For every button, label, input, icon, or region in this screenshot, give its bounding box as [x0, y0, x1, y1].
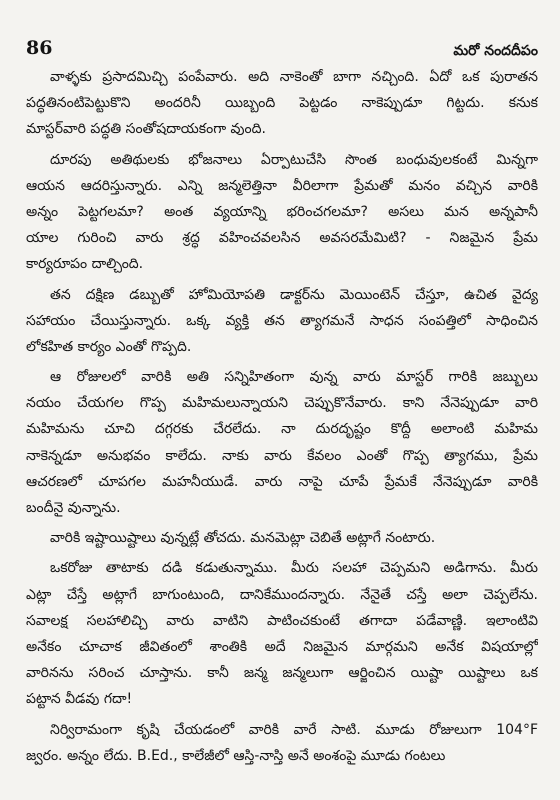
text-line: మాస్టర్‌వారి పద్ధతి సంతోషదాయకంగా వుంది. [26, 121, 266, 138]
text-line: వాళ్ళకు ప్రసాదమిచ్చి పంపేవారు. అది నాకెంతో బాగా నచ్చింది. ఏదో ఒక పురాతన [50, 69, 538, 85]
paragraph [26, 282, 538, 361]
text-line: నయం చేయగల గొప్ప మహిమలున్నాయని చెప్పుకొనేవారు. కాని నేనెప్పుడూ వారి [26, 395, 538, 412]
text-line: ఆయన ఆదరిస్తున్నారు. ఎన్ని జన్మలెత్తినా వీరిలాగా ప్రేమతో మనం వచ్చిన వారికి [26, 177, 538, 194]
text-line: ఎట్లా చేస్తే అట్లాగే బాగుంటుంది, దానికేముందన్నారు. నేనైతే చస్తే అలా చెప్పలేను. [26, 586, 538, 603]
text-line: దూరపు అతిథులకు భోజనాలు ఏర్పాటుచేసి సొంత బంధువులకంటే మిన్నగా [50, 151, 538, 168]
text-line: పట్టాన వీడవు గదా! [26, 691, 133, 708]
text-line: లోకహిత కార్యం ఎంతో గొప్పది. [26, 338, 192, 355]
running-title: మరో నందదీపం [453, 43, 538, 59]
text-line: అన్నం పెట్టగలమా? అంత వ్యయాన్ని భరించగలమా? అసలు మన అన్నపానీ [26, 203, 538, 220]
paragraph [26, 525, 538, 551]
paragraph [26, 364, 538, 521]
page-number: 86 [26, 37, 53, 59]
text-line: ఒకరోజు తాటాకు దడి కడుతున్నాము. మీరు సలహా చెప్పమని అడిగాను. మీరు [50, 560, 538, 577]
text-line: మహిమను చూచి దగ్గరకు చేరలేదు. నా దురదృష్టం కొద్దీ అలాంటి మహిమ [26, 421, 538, 438]
text-line: నిర్విరామంగా కృషి చేయడంలో వారికి వారే సాటి. మూడు రోజులుగా 104°F [50, 721, 538, 738]
text-line: కార్యరూపం దాల్చింది. [26, 256, 144, 273]
text-line: యాల గురించి వారు శ్రద్ధ వహించవలసిన అవసరమేమిటి? - నిజమైన ప్రేమ [26, 230, 538, 247]
text-line: పద్ధతినంటిపెట్టుకొని అందరినీ యిబ్బంది పెట్టడం నాకెప్పుడూ గిట్టదు. కనుక [26, 95, 538, 112]
text-line: అనేకం చూచాక జీవితంలో శాంతికి అదే నిజమైన మార్గమని అనేక విషయాల్లో [26, 638, 538, 655]
paragraph [26, 64, 538, 143]
text-line: వారికి ఇష్టాయిష్టాలు వున్నట్లే తోచదు. మనమెట్లా చెబితే అట్లాగే నంటారు. [50, 530, 436, 547]
text-line: నాకెన్నడూ అనుభవం కాలేదు. నాకు వారు కేవలం ఎంతో గొప్ప త్యాగము, ప్రేమ [26, 447, 538, 464]
text-line: జ్వరం. అన్నం లేదు. B.Ed., కాలేజీలో ఆస్తి-నాస్తి అనే అంశంపై మూడు గంటలు [26, 747, 446, 764]
page-header [26, 28, 538, 58]
text-line: సహాయం చేయిస్తున్నారు. ఒక్క వ్యక్తి తన త్యాగమనే సాధన సంపత్తిలో సాధించిన [26, 312, 538, 329]
text-line: తన దక్షిణ డబ్బుతో హోమియోపతి డాక్టర్‌ను మెయింటెన్ చేస్తూ, ఉచిత వైద్య [50, 286, 538, 303]
text-line: ఆ రోజులలో వారికి అతి సన్నిహితంగా వున్న వారు మాస్టర్ గారికి జబ్బులు [50, 369, 538, 386]
body-text [26, 64, 538, 769]
paragraph [26, 147, 538, 278]
text-line: వారినను సరించ చూస్తాను. కానీ జన్మ జన్మలుగా ఆర్జించిన యిష్టా యిష్టాలు ఒక [26, 665, 538, 682]
paragraph [26, 717, 538, 769]
text-line: ఆచరణలో చూపగల మహనీయుడే. వారు నాపై చూపే ప్రేమకే నేనెప్పుడూ వారికి [26, 473, 538, 490]
paragraph [26, 555, 538, 712]
text-line: బందీనై వున్నాను. [26, 500, 121, 516]
text-line: సవాలక్ష సలహాలిచ్చి వారు వాటిని పాటించకుంటే తగాదా పడేవాణ్ణి. ఇలాంటివి [26, 612, 538, 629]
